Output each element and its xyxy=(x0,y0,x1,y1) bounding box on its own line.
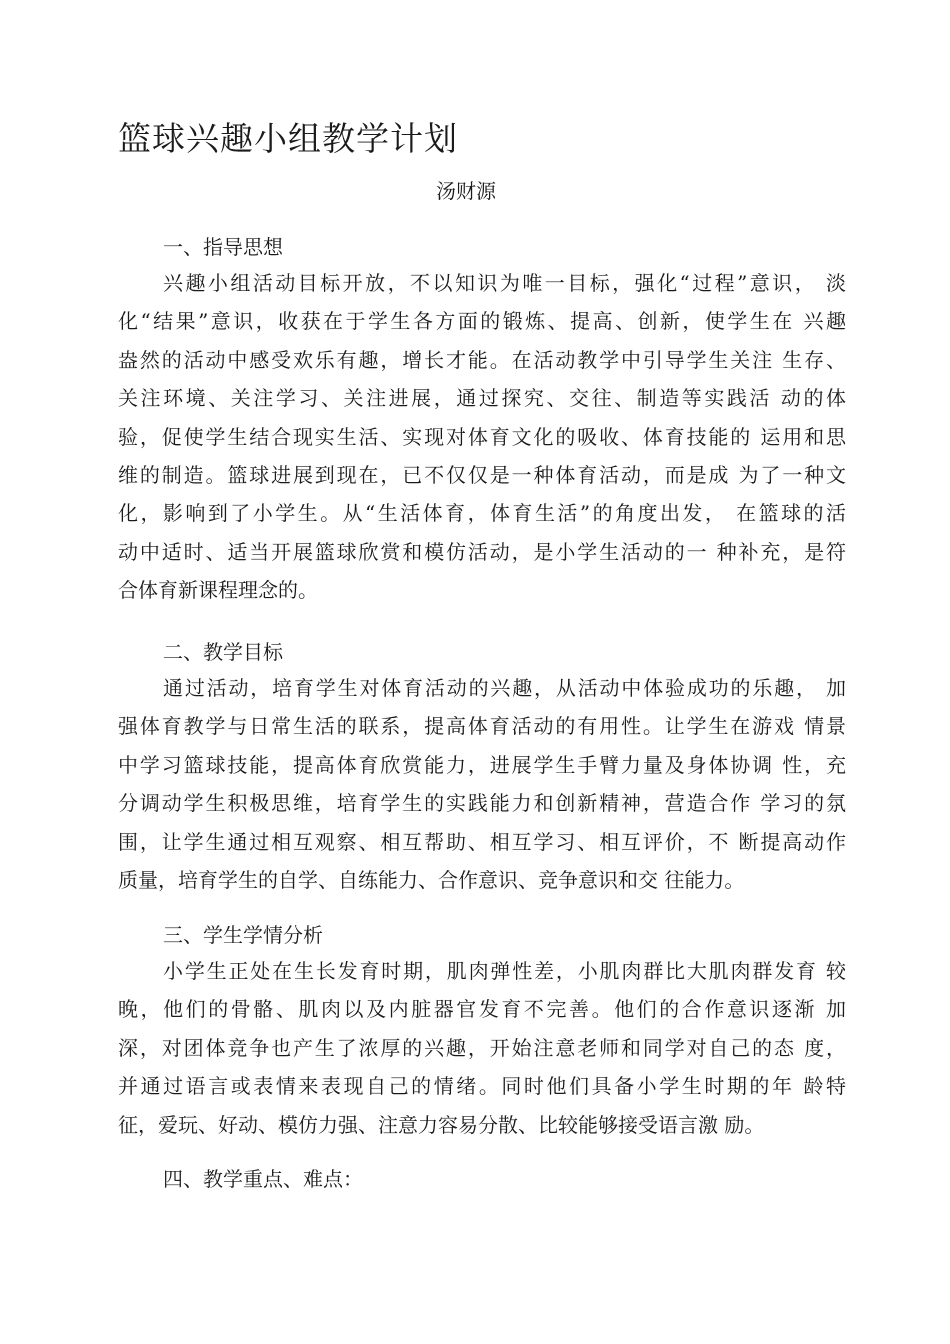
paragraph-line: 化“结果”意识，收获在于学生各方面的锻炼、提高、创新，使学生在 兴趣 xyxy=(118,309,846,334)
section-body-student-analysis xyxy=(118,952,846,1144)
paragraph-line: 晚，他们的骨骼、肌肉以及内脏器官发育不完善。他们的合作意识逐渐 加 xyxy=(118,997,846,1022)
paragraph-line: 通过活动，培育学生对体育活动的兴趣，从活动中体验成功的乐趣， 加 xyxy=(163,676,846,700)
paragraph-line: 分调动学生积极思维，培育学生的实践能力和创新精神，营造合作 学习的氛 xyxy=(118,791,846,816)
section-heading-guiding-ideology: 一、指导思想 xyxy=(163,235,283,259)
paragraph-line: 动中适时、适当开展篮球欣赏和模仿活动，是小学生活动的一 种补充，是符 xyxy=(118,539,846,564)
section-body-teaching-goals xyxy=(118,669,846,899)
paragraph-line: 并通过语言或表情来表现自己的情绪。同时他们具备小学生时期的年 龄特 xyxy=(118,1074,846,1099)
paragraph-line: 验，促使学生结合现实生活、实现对体育文化的吸收、体育技能的 运用和思 xyxy=(118,424,846,449)
paragraph-line: 合体育新课程理念的。 xyxy=(118,578,318,603)
paragraph-line: 盎然的活动中感受欢乐有趣，增长才能。在活动教学中引导学生关注 生存、 xyxy=(118,347,846,372)
paragraph-line: 深，对团体竞争也产生了浓厚的兴趣，开始注意老师和同学对自己的态 度， xyxy=(118,1035,846,1060)
paragraph-line: 小学生正处在生长发育时期，肌肉弹性差，小肌肉群比大肌肉群发育 较 xyxy=(163,959,846,983)
author-name: 汤财源 xyxy=(436,179,496,203)
section-heading-key-points: 四、教学重点、难点： xyxy=(163,1167,363,1191)
paragraph-line: 维的制造。篮球进展到现在，已不仅仅是一种体育活动，而是成 为了一种文 xyxy=(118,462,846,487)
section-heading-teaching-goals: 二、教学目标 xyxy=(163,640,283,664)
paragraph-line: 围，让学生通过相互观察、相互帮助、相互学习、相互评价，不 断提高动作 xyxy=(118,829,846,854)
paragraph-line: 中学习篮球技能，提高体育欣赏能力，进展学生手臂力量及身体协调 性，充 xyxy=(118,752,846,777)
paragraph-line: 征，爱玩、好动、模仿力强、注意力容易分散、比较能够接受语言激 励。 xyxy=(118,1112,765,1137)
paragraph-line: 质量，培育学生的自学、自练能力、合作意识、竞争意识和交 往能力。 xyxy=(118,867,745,892)
paragraph-line: 化，影响到了小学生。从“生活体育，体育生活”的角度出发， 在篮球的活 xyxy=(118,501,846,526)
paragraph-line: 关注环境、关注学习、关注进展，通过探究、交往、制造等实践活 动的体 xyxy=(118,386,846,411)
paragraph-line: 兴趣小组活动目标开放，不以知识为唯一目标，强化“过程”意识， 淡 xyxy=(163,271,846,295)
section-body-guiding-ideology xyxy=(118,264,846,610)
document-title: 篮球兴趣小组教学计划 xyxy=(118,119,458,158)
paragraph-line: 强体育教学与日常生活的联系，提高体育活动的有用性。让学生在游戏 情景 xyxy=(118,714,846,739)
section-heading-student-analysis: 三、学生学情分析 xyxy=(163,923,323,947)
